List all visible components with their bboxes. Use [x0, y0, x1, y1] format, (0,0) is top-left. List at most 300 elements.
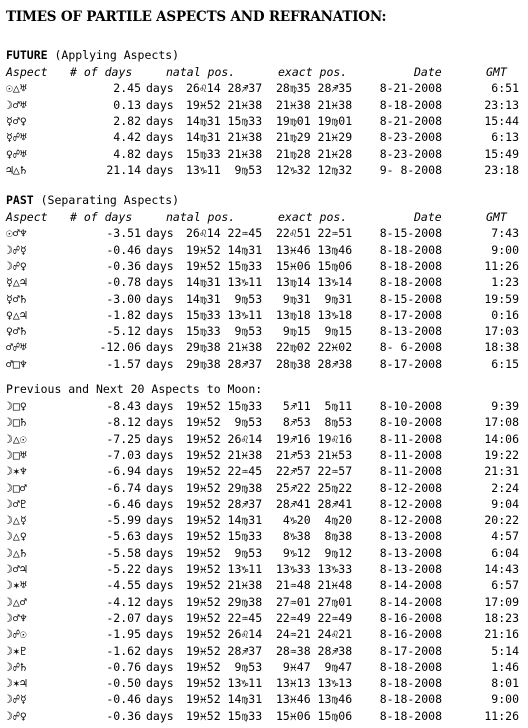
aspect-glyphs: ☽☍♀ — [6, 708, 27, 723]
aspect-glyphs: ☽□♀ — [6, 399, 27, 413]
days-value: -7.03 — [106, 447, 141, 462]
aspect-glyphs: ☽♂♅ — [6, 97, 27, 112]
days-unit: days — [146, 513, 174, 528]
table-row — [0, 80, 528, 96]
exact-position: 8♐53 8♍53 — [276, 415, 353, 430]
days-value: -0.50 — [106, 676, 141, 691]
section-title-bold: FUTURE — [6, 48, 48, 62]
date-value: 8-21-2008 — [379, 81, 442, 96]
natal-position: 19♓52 15♍33 — [186, 529, 263, 544]
exact-position: 25♐22 25♍22 — [276, 480, 353, 495]
days-unit: days — [146, 447, 174, 462]
date-value: 8-23-2008 — [379, 130, 442, 145]
days-unit: days — [146, 291, 174, 306]
natal-position: 19♓52 13♑11 — [186, 676, 263, 691]
exact-position: 19♐16 19♌16 — [276, 431, 353, 446]
days-unit: days — [146, 97, 174, 112]
natal-position: 19♓52 14♍31 — [186, 513, 263, 528]
exact-position: 9♍15 9♍15 — [276, 324, 353, 339]
gmt-time: 5:14 — [491, 643, 519, 658]
date-value: 8-13-2008 — [379, 529, 442, 544]
header-natal: natal pos. — [166, 65, 236, 79]
exact-position: 15♓06 15♍06 — [276, 258, 353, 273]
table-row — [0, 97, 528, 113]
days-value: -2.07 — [106, 610, 141, 625]
date-value: 8-18-2008 — [379, 692, 442, 707]
days-value: -0.46 — [106, 242, 141, 257]
aspect-glyphs: ☽△☿ — [6, 513, 27, 528]
gmt-time: 15:49 — [484, 146, 519, 161]
date-value: 8-13-2008 — [379, 324, 442, 339]
days-value: 4.82 — [113, 146, 141, 161]
aspect-glyphs: ☽✶♇ — [6, 643, 27, 658]
exact-position: 28♍35 28♐35 — [276, 81, 353, 96]
date-value: 8-13-2008 — [379, 545, 442, 560]
exact-position: 5♐11 5♍11 — [276, 399, 353, 413]
days-unit: days — [146, 242, 174, 257]
table-row — [0, 610, 528, 626]
header-date: Date — [414, 210, 442, 224]
date-value: 8-16-2008 — [379, 610, 442, 625]
table-row — [0, 561, 528, 577]
natal-position: 14♍31 15♍33 — [186, 113, 263, 128]
table-row — [0, 291, 528, 307]
exact-position: 13♓46 13♍46 — [276, 242, 353, 257]
days-value: -3.00 — [106, 291, 141, 306]
aspect-glyphs: ☿△♃ — [6, 275, 27, 290]
column-header-row — [0, 209, 528, 225]
days-unit: days — [146, 258, 174, 273]
natal-position: 26♌14 28♐37 — [186, 81, 263, 96]
days-unit: days — [146, 81, 174, 96]
gmt-time: 23:13 — [484, 97, 519, 112]
days-unit: days — [146, 676, 174, 691]
days-value: -0.76 — [106, 659, 141, 674]
natal-position: 19♓52 14♍31 — [186, 242, 263, 257]
header-date: Date — [414, 65, 442, 79]
days-value: -5.63 — [106, 529, 141, 544]
gmt-time: 1:23 — [491, 275, 519, 290]
table-row — [0, 414, 528, 430]
table-row — [0, 659, 528, 675]
days-value: 21.14 — [106, 162, 141, 177]
days-value: -1.57 — [106, 356, 141, 371]
gmt-time: 14:06 — [484, 431, 519, 446]
days-value: -5.99 — [106, 513, 141, 528]
natal-position: 19♓52 9♍53 — [186, 659, 263, 674]
date-value: 8-18-2008 — [379, 275, 442, 290]
header-gmt: GMT — [486, 65, 507, 79]
gmt-time: 9:39 — [491, 399, 519, 413]
date-value: 8-12-2008 — [379, 480, 442, 495]
days-value: -12.06 — [99, 340, 141, 355]
table-row — [0, 339, 528, 355]
aspect-glyphs: ☽♂♆ — [6, 610, 27, 625]
table-row — [0, 577, 528, 593]
days-unit: days — [146, 496, 174, 511]
days-value: -5.12 — [106, 324, 141, 339]
gmt-time: 18:23 — [484, 610, 519, 625]
section-title-rest: (Applying Aspects) — [47, 48, 180, 62]
aspect-glyphs: ☽✶♆ — [6, 464, 27, 479]
aspect-glyphs: ☽♂♇ — [6, 496, 27, 511]
days-unit: days — [146, 627, 174, 642]
gmt-time: 19:22 — [484, 447, 519, 462]
days-value: -4.12 — [106, 594, 141, 609]
date-value: 9- 8-2008 — [379, 162, 442, 177]
exact-position: 28♐41 28♐41 — [276, 496, 353, 511]
table-row — [0, 323, 528, 339]
days-unit: days — [146, 146, 174, 161]
exact-position: 13♑33 13♑33 — [276, 562, 353, 576]
natal-position: 19♓52 15♍33 — [186, 258, 263, 273]
date-value: 8-17-2008 — [379, 307, 442, 322]
days-unit: days — [146, 708, 174, 723]
table-row — [0, 480, 528, 496]
aspect-glyphs: ♂☍♅ — [6, 340, 27, 355]
header-gmt: GMT — [486, 210, 507, 224]
exact-position: 28♒38 28♐38 — [276, 643, 353, 658]
table-row — [0, 431, 528, 447]
natal-position: 19♓52 29♍38 — [186, 480, 263, 495]
aspect-glyphs: ☽△♀ — [6, 529, 27, 544]
natal-position: 26♌14 22♒45 — [186, 226, 263, 241]
table-row — [0, 307, 528, 323]
days-value: -4.55 — [106, 578, 141, 593]
table-row — [0, 691, 528, 707]
natal-position: 14♍31 9♍53 — [186, 291, 263, 306]
date-value: 8-12-2008 — [379, 496, 442, 511]
exact-position: 12♑32 12♍32 — [276, 162, 353, 177]
table-row — [0, 274, 528, 290]
gmt-time: 20:22 — [484, 513, 519, 528]
natal-position: 19♓52 21♓38 — [186, 447, 263, 462]
gmt-time: 17:09 — [484, 594, 519, 609]
aspect-glyphs: ☽△♄ — [6, 545, 27, 560]
section-title — [6, 193, 179, 207]
table-row — [0, 643, 528, 659]
days-unit: days — [146, 162, 174, 177]
days-unit: days — [146, 399, 174, 413]
days-value: -7.25 — [106, 431, 141, 446]
table-row — [0, 675, 528, 691]
natal-position: 19♓52 21♓38 — [186, 97, 263, 112]
section-title-bold: PAST — [6, 193, 34, 207]
natal-position: 19♓52 28♐37 — [186, 643, 263, 658]
natal-position: 13♑11 9♍53 — [186, 162, 263, 177]
days-value: -1.62 — [106, 643, 141, 658]
natal-position: 19♓52 22♒45 — [186, 610, 263, 625]
section-title — [6, 382, 262, 396]
gmt-time: 18:38 — [484, 340, 519, 355]
days-unit: days — [146, 562, 174, 576]
exact-position: 22♌51 22♒51 — [276, 226, 353, 241]
natal-position: 15♍33 13♑11 — [186, 307, 263, 322]
gmt-time: 9:00 — [491, 242, 519, 257]
natal-position: 19♓52 26♌14 — [186, 431, 263, 446]
days-unit: days — [146, 643, 174, 658]
exact-position: 13♍18 13♑18 — [276, 307, 353, 322]
aspect-glyphs: ☽✶♅ — [6, 578, 27, 593]
aspect-glyphs: ☽☍☿ — [6, 242, 27, 257]
exact-position: 28♍38 28♐38 — [276, 356, 353, 371]
aspect-glyphs: ☽☍☿ — [6, 692, 27, 707]
date-value: 8-10-2008 — [379, 399, 442, 413]
table-row — [0, 626, 528, 642]
days-unit: days — [146, 659, 174, 674]
column-header-row — [0, 64, 528, 80]
gmt-time: 8:01 — [491, 676, 519, 691]
aspect-glyphs: ☽✶♃ — [6, 676, 27, 691]
date-value: 8-17-2008 — [379, 643, 442, 658]
date-value: 8-15-2008 — [379, 291, 442, 306]
natal-position: 29♍38 28♐37 — [186, 356, 263, 371]
table-row — [0, 594, 528, 610]
natal-position: 19♓52 29♍38 — [186, 594, 263, 609]
date-value: 8-14-2008 — [379, 594, 442, 609]
gmt-time: 4:57 — [491, 529, 519, 544]
gmt-time: 15:44 — [484, 113, 519, 128]
date-value: 8-11-2008 — [379, 431, 442, 446]
natal-position: 19♓52 9♍53 — [186, 415, 263, 430]
aspect-glyphs: ☽☍♀ — [6, 258, 27, 273]
date-value: 8-18-2008 — [379, 242, 442, 257]
gmt-time: 21:31 — [484, 464, 519, 479]
table-row — [0, 463, 528, 479]
exact-position: 22♒49 22♒49 — [276, 610, 353, 625]
days-unit: days — [146, 307, 174, 322]
table-row — [0, 447, 528, 463]
table-row — [0, 225, 528, 241]
table-row — [0, 708, 528, 724]
days-value: -1.95 — [106, 627, 141, 642]
aspect-glyphs: ☽□♂ — [6, 480, 27, 495]
table-row — [0, 113, 528, 129]
gmt-time: 19:59 — [484, 291, 519, 306]
exact-position: 9♑12 9♍12 — [276, 545, 353, 560]
days-unit: days — [146, 275, 174, 290]
section-title — [6, 48, 179, 62]
days-unit: days — [146, 340, 174, 355]
days-unit: days — [146, 480, 174, 495]
natal-position: 15♍33 9♍53 — [186, 324, 263, 339]
exact-position: 21♓38 21♓38 — [276, 97, 353, 112]
days-value: -6.46 — [106, 496, 141, 511]
aspect-glyphs: ♀△♃ — [6, 307, 27, 322]
days-value: 4.42 — [113, 130, 141, 145]
gmt-time: 9:00 — [491, 692, 519, 707]
days-value: -5.22 — [106, 562, 141, 576]
exact-position: 4♑20 4♍20 — [276, 513, 353, 528]
aspect-glyphs: ☽△♂ — [6, 594, 27, 609]
natal-position: 19♓52 15♍33 — [186, 708, 263, 723]
natal-position: 19♓52 28♐37 — [186, 496, 263, 511]
header-aspect: Aspect — [6, 210, 48, 224]
exact-position: 22♐57 22♒57 — [276, 464, 353, 479]
days-value: -0.36 — [106, 708, 141, 723]
days-unit: days — [146, 545, 174, 560]
section-title-rest: Previous and Next 20 Aspects to Moon: — [6, 382, 263, 396]
exact-position: 22♍02 22♓02 — [276, 340, 353, 355]
exact-position: 13♓13 13♑13 — [276, 676, 353, 691]
header-aspect: Aspect — [6, 65, 48, 79]
table-row — [0, 258, 528, 274]
aspect-glyphs: ☿♂♀ — [6, 113, 27, 128]
date-value: 8-18-2008 — [379, 708, 442, 723]
exact-position: 24♒21 24♌21 — [276, 627, 353, 642]
days-value: -0.46 — [106, 692, 141, 707]
days-value: 2.82 — [113, 113, 141, 128]
natal-position: 29♍38 21♓38 — [186, 340, 263, 355]
aspect-glyphs: ☽☍♄ — [6, 659, 27, 674]
natal-position: 19♓52 21♓38 — [186, 578, 263, 593]
days-unit: days — [146, 356, 174, 371]
gmt-time: 7:43 — [491, 226, 519, 241]
gmt-time: 1:46 — [491, 659, 519, 674]
gmt-time: 9:04 — [491, 496, 519, 511]
date-value: 8-23-2008 — [379, 146, 442, 161]
date-value: 8-10-2008 — [379, 415, 442, 430]
days-value: -0.36 — [106, 258, 141, 273]
date-value: 8- 6-2008 — [379, 340, 442, 355]
aspect-glyphs: ☉♂♆ — [6, 226, 27, 241]
header-exact: exact pos. — [278, 65, 348, 79]
exact-position: 21♒48 21♓48 — [276, 578, 353, 593]
gmt-time: 2:24 — [491, 480, 519, 495]
exact-position: 13♓46 13♍46 — [276, 692, 353, 707]
gmt-time: 11:26 — [484, 258, 519, 273]
date-value: 8-11-2008 — [379, 464, 442, 479]
exact-position: 21♍28 21♓28 — [276, 146, 353, 161]
gmt-time: 6:51 — [491, 81, 519, 96]
header-natal: natal pos. — [166, 210, 236, 224]
days-value: -0.78 — [106, 275, 141, 290]
aspect-glyphs: ☽□♅ — [6, 447, 27, 462]
days-unit: days — [146, 464, 174, 479]
days-value: -5.58 — [106, 545, 141, 560]
days-unit: days — [146, 226, 174, 241]
section-title-rest: (Separating Aspects) — [33, 193, 180, 207]
table-row — [0, 496, 528, 512]
table-row — [0, 129, 528, 145]
natal-position: 19♓52 14♍31 — [186, 692, 263, 707]
exact-position: 21♍29 21♓29 — [276, 130, 353, 145]
days-unit: days — [146, 113, 174, 128]
table-row — [0, 398, 528, 414]
natal-position: 19♓52 9♍53 — [186, 545, 263, 560]
natal-position: 14♍31 13♑11 — [186, 275, 263, 290]
date-value: 8-17-2008 — [379, 356, 442, 371]
aspect-glyphs: ♃△♄ — [6, 162, 27, 177]
date-value: 8-21-2008 — [379, 113, 442, 128]
natal-position: 19♓52 22♒45 — [186, 464, 263, 479]
date-value: 8-15-2008 — [379, 226, 442, 241]
aspect-glyphs: ♂□♆ — [6, 356, 27, 371]
natal-position: 19♓52 15♍33 — [186, 399, 263, 413]
gmt-time: 17:08 — [484, 415, 519, 430]
natal-position: 14♍31 21♓38 — [186, 130, 263, 145]
days-value: -8.43 — [106, 399, 141, 413]
days-unit: days — [146, 594, 174, 609]
aspect-glyphs: ☽☍☉ — [6, 627, 27, 642]
aspect-glyphs: ☿♂♄ — [6, 291, 27, 306]
date-value: 8-16-2008 — [379, 627, 442, 642]
gmt-time: 17:03 — [484, 324, 519, 339]
days-value: 2.45 — [113, 81, 141, 96]
aspect-glyphs: ♀♂♄ — [6, 324, 27, 339]
days-value: -1.82 — [106, 307, 141, 322]
gmt-time: 14:43 — [484, 562, 519, 576]
date-value: 8-12-2008 — [379, 513, 442, 528]
days-unit: days — [146, 130, 174, 145]
aspect-glyphs: ☉△♅ — [6, 81, 27, 96]
exact-position: 21♐53 21♓53 — [276, 447, 353, 462]
natal-position: 19♓52 13♑11 — [186, 562, 263, 576]
days-unit: days — [146, 431, 174, 446]
days-value: -6.74 — [106, 480, 141, 495]
header-days: # of days — [70, 65, 133, 79]
aspect-glyphs: ♀☍♅ — [6, 146, 27, 161]
table-row — [0, 528, 528, 544]
exact-position: 19♍01 19♍01 — [276, 113, 353, 128]
aspect-glyphs: ☽♂♃ — [6, 562, 27, 576]
exact-position: 13♍14 13♑14 — [276, 275, 353, 290]
gmt-time: 6:15 — [491, 356, 519, 371]
natal-position: 15♍33 21♓38 — [186, 146, 263, 161]
exact-position: 15♓06 15♍06 — [276, 708, 353, 723]
date-value: 8-13-2008 — [379, 562, 442, 576]
gmt-time: 21:16 — [484, 627, 519, 642]
days-unit: days — [146, 415, 174, 430]
date-value: 8-14-2008 — [379, 578, 442, 593]
aspect-glyphs: ☿☍♅ — [6, 130, 27, 145]
days-unit: days — [146, 692, 174, 707]
days-unit: days — [146, 610, 174, 625]
header-days: # of days — [70, 210, 133, 224]
gmt-time: 6:57 — [491, 578, 519, 593]
date-value: 8-18-2008 — [379, 258, 442, 273]
table-row — [0, 242, 528, 258]
table-row — [0, 162, 528, 178]
gmt-time: 6:04 — [491, 545, 519, 560]
days-value: -3.51 — [106, 226, 141, 241]
exact-position: 9♓47 9♍47 — [276, 659, 353, 674]
gmt-time: 0:16 — [491, 307, 519, 322]
exact-position: 8♑38 8♍38 — [276, 529, 353, 544]
aspect-glyphs: ☽□♄ — [6, 415, 27, 430]
days-unit: days — [146, 324, 174, 339]
table-row — [0, 512, 528, 528]
date-value: 8-18-2008 — [379, 97, 442, 112]
table-row — [0, 545, 528, 561]
days-unit: days — [146, 578, 174, 593]
date-value: 8-18-2008 — [379, 676, 442, 691]
table-row — [0, 356, 528, 372]
date-value: 8-18-2008 — [379, 659, 442, 674]
header-exact: exact pos. — [278, 210, 348, 224]
days-value: 0.13 — [113, 97, 141, 112]
days-unit: days — [146, 529, 174, 544]
gmt-time: 11:26 — [484, 708, 519, 723]
date-value: 8-11-2008 — [379, 447, 442, 462]
table-row — [0, 146, 528, 162]
days-value: -6.94 — [106, 464, 141, 479]
natal-position: 19♓52 26♌14 — [186, 627, 263, 642]
report-title: TIMES OF PARTILE ASPECTS AND REFRANATION: — [6, 9, 387, 25]
gmt-time: 23:18 — [484, 162, 519, 177]
exact-position: 9♍31 9♍31 — [276, 291, 353, 306]
days-value: -8.12 — [106, 415, 141, 430]
